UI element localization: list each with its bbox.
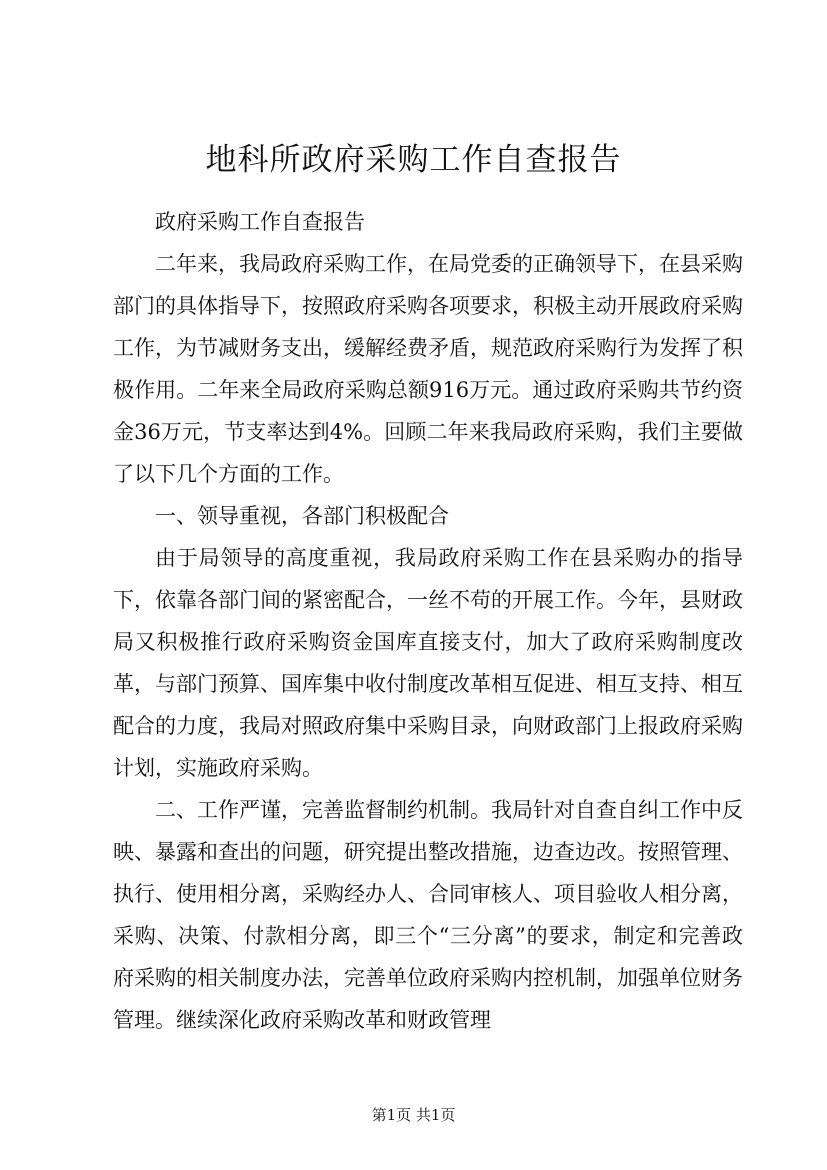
page-footer: 第1页 共1页 — [371, 1106, 456, 1124]
document-body — [113, 201, 743, 1041]
paragraph-intro: 二年来，我局政府采购工作，在局党委的正确领导下，在县采购部门的具体指导下，按照政府采购各项要求，积极主动开展政府采购工作，为节减财务支出，缓解经费矛盾，规范政府采购行为发挥了积极作用。二年来全局政府采购总额916万元。通过政府采购共节约资金36万元，节支率达到4%。回顾二年来我局政府采购，我们主要做了以下几个方面的工作。 — [113, 252, 743, 486]
document-title: 地科所政府采购工作自查报告 — [205, 142, 622, 178]
paragraph-section-body-1: 由于局领导的高度重视，我局政府采购工作在县采购办的指导下，依靠各部门间的紧密配合，一丝不苟的开展工作。今年，县财政局又积极推行政府采购资金国库直接支付，加大了政府采购制度改革，与部门预算、国库集中收付制度改革相互促进、相互支持、相互配合的力度，我局对照政府集中采购目录，向财政部门上报政府采购计划，实施政府采购。 — [113, 546, 743, 780]
paragraph-section-heading-1: 一、领导重视，各部门积极配合 — [155, 504, 449, 528]
paragraph-section-2: 二、工作严谨，完善监督制约机制。我局针对自查自纠工作中反映、暴露和查出的问题，研究提出整改措施，边查边改。按照管理、执行、使用相分离，采购经办人、合同审核人、项目验收人相分离，采购、决策、付款相分离，即三个“三分离”的要求，制定和完善政府采购的相关制度办法，完善单位政府采购内控机制，加强单位财务管理。继续深化政府采购改革和财政管理 — [113, 798, 743, 1032]
paragraph-subtitle: 政府采购工作自查报告 — [155, 210, 365, 234]
